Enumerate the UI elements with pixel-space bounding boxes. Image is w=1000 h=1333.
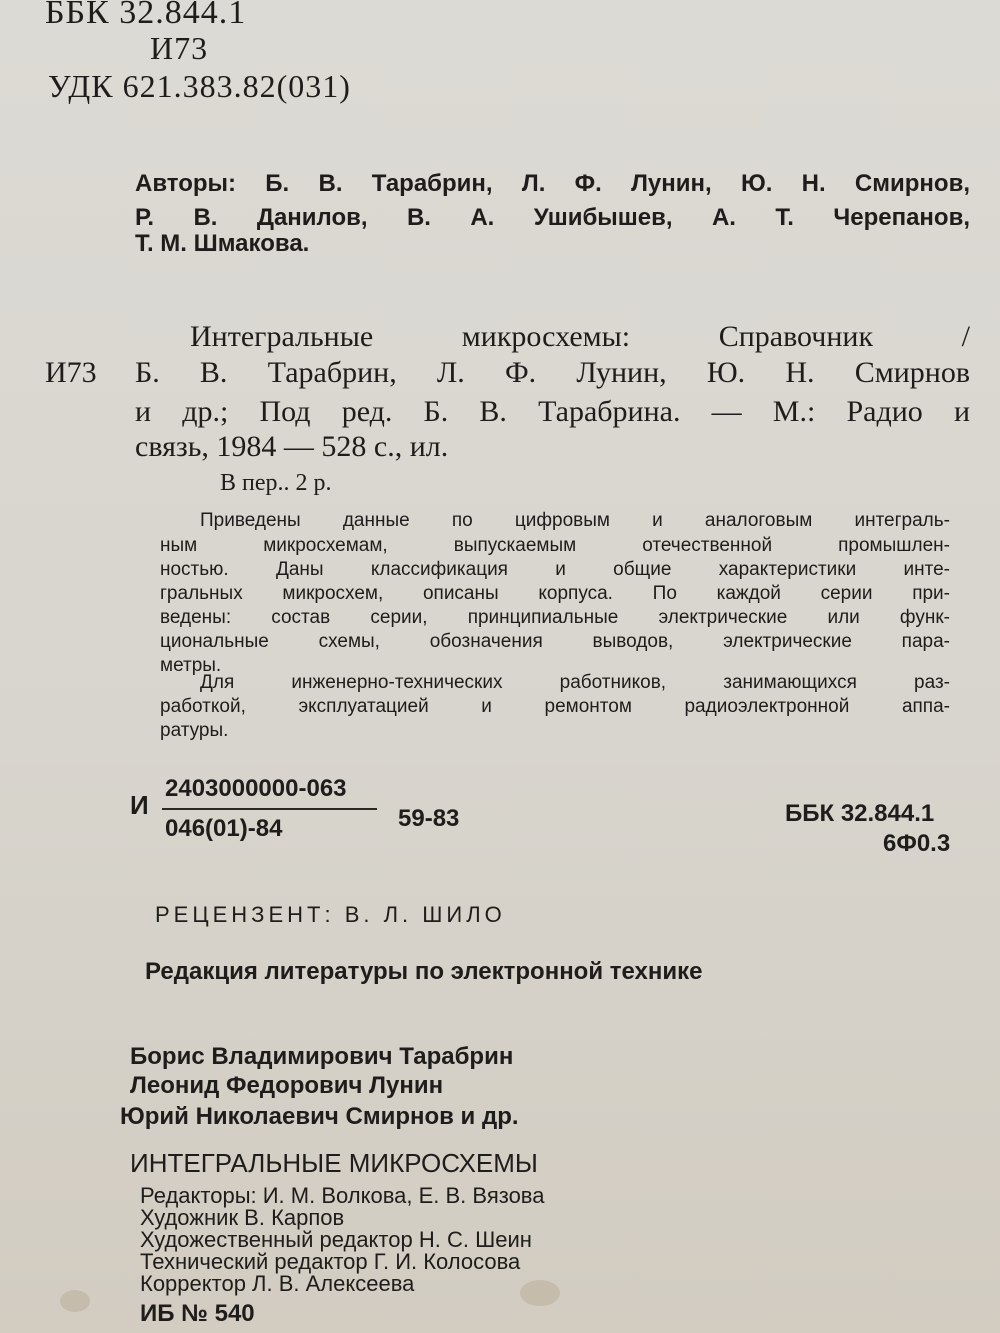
imprint-staff-line: Корректор Л. В. Алексеева bbox=[140, 1271, 415, 1296]
imprint-staff-line: Художественный редактор Н. С. Шеин bbox=[140, 1227, 532, 1252]
annotation-line: ведены: состав серии, принципиальные электрические или функ- bbox=[160, 607, 950, 628]
imprint-author: Леонид Федорович Лунин bbox=[130, 1072, 444, 1099]
bbk-code: ББК 32.844.1 bbox=[45, 0, 247, 31]
bbk-subcode-right: 6Ф0.3 bbox=[883, 830, 951, 857]
annotation-line: гральных микросхем, описаны корпуса. По каждой серии при- bbox=[160, 583, 950, 604]
paper-stain bbox=[60, 1290, 90, 1312]
catalog-index-denominator: 046(01)-84 bbox=[165, 815, 283, 842]
catalog-index-code: 59-83 bbox=[398, 805, 460, 832]
paper-stain bbox=[520, 1280, 560, 1306]
annotation-line: ностью. Даны классификация и общие характеристики инте- bbox=[160, 559, 950, 580]
bibliographic-line: Б. В. Тарабрин, Л. Ф. Лунин, Ю. Н. Смирнов bbox=[135, 356, 970, 389]
annotation-line: циональные схемы, обозначения выводов, электрические пара- bbox=[160, 631, 950, 652]
imprint-staff-line: Редакторы: И. М. Волкова, Е. В. Вязова bbox=[140, 1183, 545, 1208]
fraction-line bbox=[162, 808, 377, 810]
annotation-line: ным микросхемам, выпускаемым отечественной промышлен- bbox=[160, 535, 950, 556]
ib-number: ИБ № 540 bbox=[140, 1300, 255, 1327]
annotation-line: метры. bbox=[160, 655, 222, 676]
catalog-index-letter: И bbox=[130, 790, 149, 820]
authors-line: Р. В. Данилов, В. А. Ушибышев, А. Т. Черепанов, bbox=[135, 204, 970, 231]
bibliographic-line: и др.; Под ред. Б. В. Тарабрина. — М.: Радио и bbox=[135, 395, 970, 428]
bibliographic-line: Интегральные микросхемы: Справочник / bbox=[190, 320, 970, 353]
annotation-line: ратуры. bbox=[160, 720, 229, 741]
editorial-office: Редакция литературы по электронной технике bbox=[145, 958, 703, 985]
reviewer: РЕЦЕНЗЕНТ: В. Л. ШИЛО bbox=[155, 902, 506, 927]
catalog-index-numerator: 2403000000-063 bbox=[165, 775, 347, 802]
imprint-staff-line: Технический редактор Г. И. Колосова bbox=[140, 1249, 521, 1274]
bibliographic-index: И73 bbox=[45, 356, 97, 389]
udk-code: УДК 621.383.82(031) bbox=[48, 68, 351, 104]
imprint-title: ИНТЕГРАЛЬНЫЕ МИКРОСХЕМЫ bbox=[130, 1148, 538, 1178]
annotation-line: Приведены данные по цифровым и аналоговым интеграль- bbox=[200, 510, 950, 531]
price: В пер.. 2 р. bbox=[220, 470, 332, 496]
bbk-code-right: ББК 32.844.1 bbox=[785, 800, 935, 827]
imprint-author: Юрий Николаевич Смирнов и др. bbox=[120, 1103, 519, 1130]
index-code: И73 bbox=[150, 30, 209, 66]
annotation-line: Для инженерно-технических работников, занимающихся раз- bbox=[200, 672, 950, 693]
authors-line: Авторы: Б. В. Тарабрин, Л. Ф. Лунин, Ю. Н. Смирнов, bbox=[135, 170, 970, 197]
bibliographic-line: связь, 1984 — 528 с., ил. bbox=[135, 430, 449, 463]
authors-line: Т. М. Шмакова. bbox=[135, 230, 310, 257]
imprint-staff-line: Художник В. Карпов bbox=[140, 1205, 345, 1230]
annotation-line: работкой, эксплуатацией и ремонтом радиоэлектронной аппа- bbox=[160, 696, 950, 717]
imprint-author: Борис Владимирович Тарабрин bbox=[130, 1043, 514, 1070]
